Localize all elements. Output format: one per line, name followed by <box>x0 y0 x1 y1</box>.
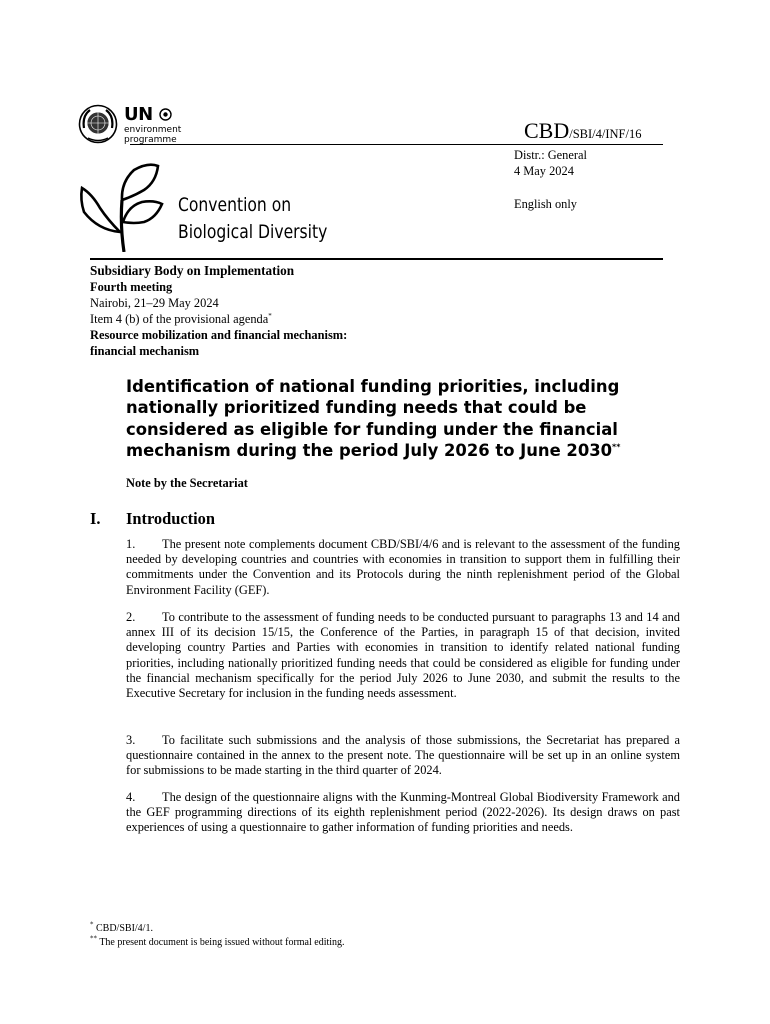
un-logo-line2: programme <box>124 135 177 145</box>
distribution: Distr.: General <box>514 148 587 162</box>
header-bottom-rule <box>90 258 663 260</box>
paragraph-4: 4. The design of the questionnaire aligns with the Kunming-Montreal Global Biodiversity Framework and the GEF programming directions of its eighth replenishment period (2022-2026). Its design draws on past experiences of using a questionnaire to gather information of funding priorities and needs. <box>126 790 680 835</box>
un-logo-line1: environment <box>124 125 182 135</box>
cbd-leaf-icon <box>78 160 168 252</box>
footnote-1: * CBD/SBI/4/1. <box>90 920 153 934</box>
header-top-rule <box>130 144 663 145</box>
title-line4: mechanism during the period July 2026 to June 2030** <box>126 441 621 461</box>
distribution-info <box>514 147 587 212</box>
title-mark: ** <box>612 442 621 452</box>
language-note: English only <box>514 197 577 211</box>
agenda-topic-line1: Resource mobilization and financial mechanism: <box>90 328 348 342</box>
paragraph-2: 2. To contribute to the assessment of funding needs to be conducted pursuant to paragraphs 13 and 14 and annex III of its decision 15/15, the Conference of the Parties, in paragraph 15 of that decision, invited developing country Parties and Parties with economies in transition to identify related national funding priorities, including nationally prioritized funding needs that could be considered as eligible for funding under the financial mechanism specifically for the period July 2026 to June 2030, and submit the results to the Executive Secretary for inclusion in the funding needs assessment. <box>126 610 680 701</box>
document-symbol <box>524 118 642 144</box>
meeting-place-date: Nairobi, 21–29 May 2024 <box>90 296 219 310</box>
un-emblem-icon <box>78 104 118 144</box>
cbd-logo-text <box>178 192 327 246</box>
title-line2: nationally prioritized funding needs that could be <box>126 398 587 418</box>
un-environment-logo <box>78 104 188 146</box>
small-emblem-icon <box>159 108 172 121</box>
agenda-topic-line2: financial mechanism <box>90 344 200 358</box>
meeting-block <box>90 263 347 359</box>
section-heading: Introduction <box>126 509 215 528</box>
paragraph-3: 3. To facilitate such submissions and the analysis of those submissions, the Secretariat has prepared a questionnaire contained in the annex to the present note. The questionnaire will be set up in an online system for submissions to be made starting in the third quarter of 2024. <box>126 733 680 778</box>
issue-date: 4 May 2024 <box>514 164 574 178</box>
document-title <box>126 376 696 462</box>
footnote-2-mark: ** <box>90 934 97 943</box>
meeting-number: Fourth meeting <box>90 280 173 294</box>
symbol-rest: /SBI/4/INF/16 <box>569 127 642 141</box>
footnote-1-mark: * <box>90 920 94 929</box>
title-line3: considered as eligible for funding under the financial <box>126 419 618 439</box>
meeting-body: Subsidiary Body on Implementation <box>90 263 295 278</box>
agenda-item: Item 4 (b) of the provisional agenda* <box>90 311 272 326</box>
symbol-main: CBD <box>524 118 570 143</box>
cbd-logo-line1: Convention on <box>178 194 292 216</box>
title-line1: Identification of national funding priorities, including <box>126 377 620 396</box>
un-logo-text: UN <box>124 104 153 125</box>
paragraph-1: 1. The present note complements document CBD/SBI/4/6 and is relevant to the assessment of the funding needed by developing countries and countries with economies in transition to support them in fulfilling their commitments under the Convention and its Protocols during the ninth replenishment period of the Global Environment Facility (GEF). <box>126 537 680 597</box>
note-by-secretariat: Note by the Secretariat <box>126 476 248 490</box>
section-number: I. <box>90 509 101 528</box>
agenda-item-mark: * <box>268 311 272 320</box>
footnote-2: ** The present document is being issued without formal editing. <box>90 934 345 948</box>
cbd-logo-line2: Biological Diversity <box>178 221 328 243</box>
